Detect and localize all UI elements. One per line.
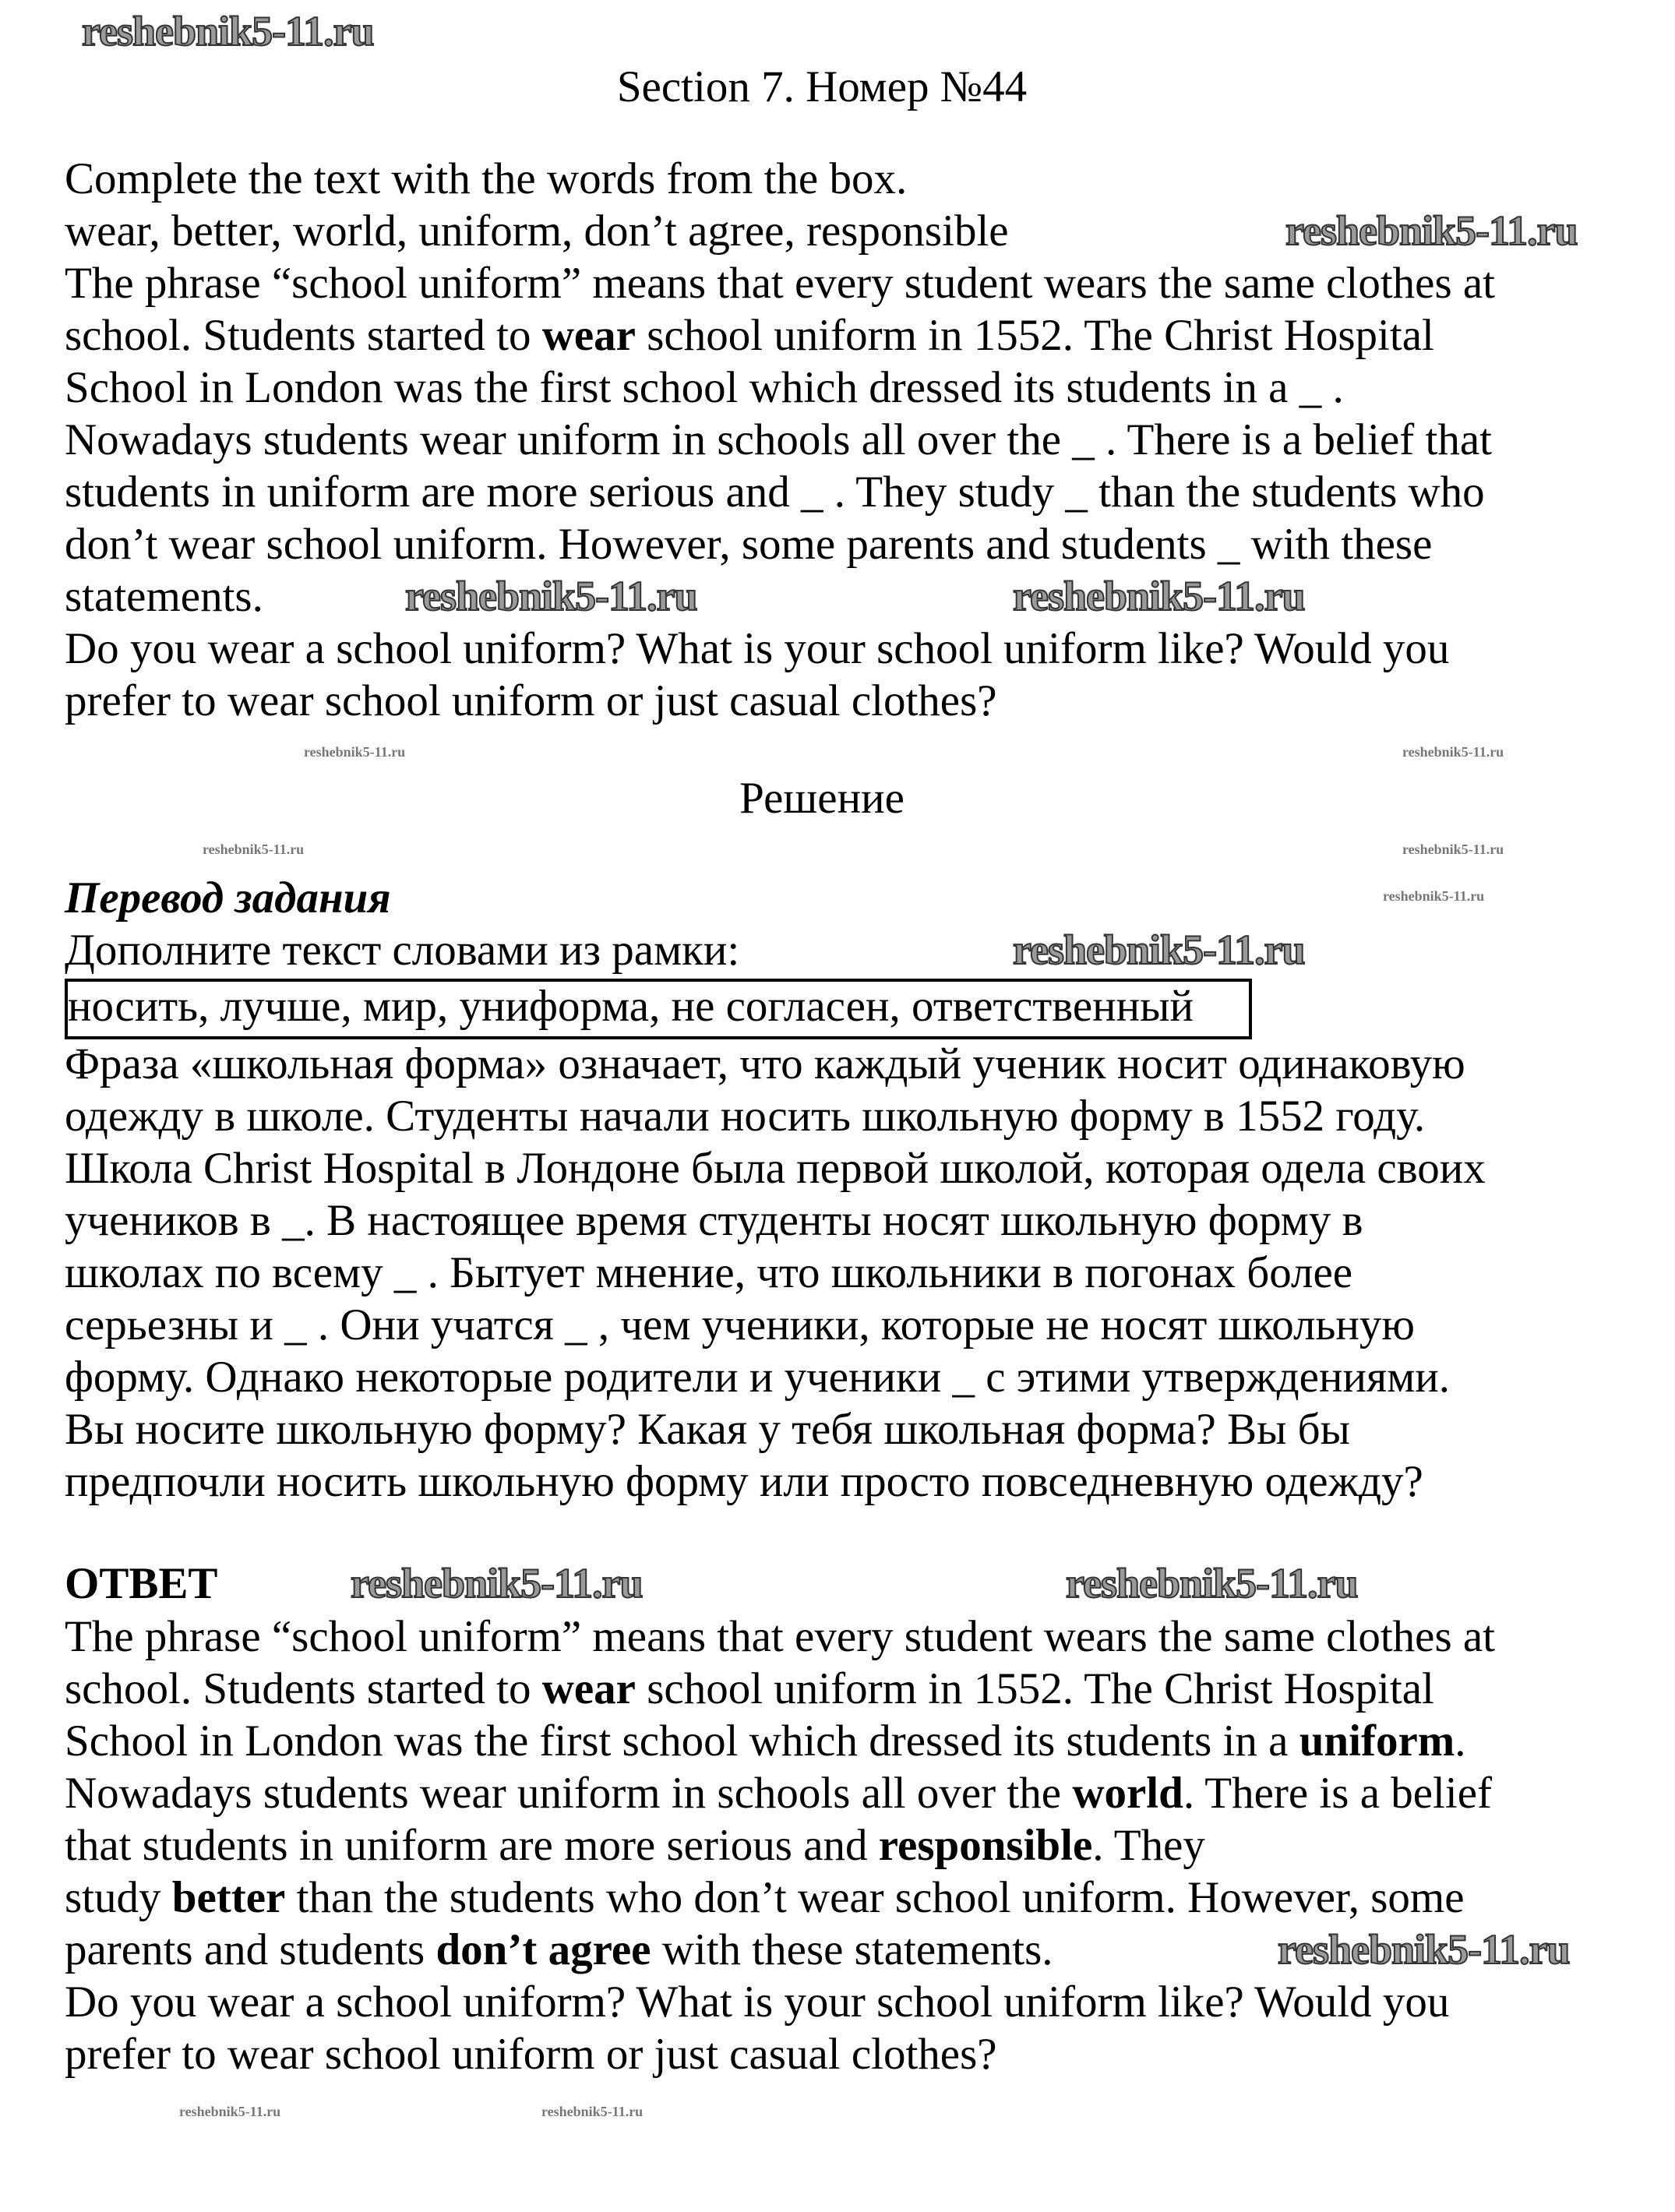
answer-word: wear xyxy=(541,1664,636,1713)
text-line xyxy=(65,1663,1434,1715)
text-line xyxy=(65,1976,1449,2028)
text-line xyxy=(65,1455,1423,1508)
watermark: reshebnik5-11.ru xyxy=(203,841,305,857)
text-line xyxy=(65,362,1344,414)
watermark: reshebnik5-11.ru xyxy=(179,2104,281,2119)
text-line xyxy=(65,309,1434,362)
text-segment: prefer to wear school uniform or just casual clothes? xyxy=(65,2030,997,2079)
text-line xyxy=(65,1715,1465,1767)
watermark: reshebnik5-11.ru xyxy=(1278,1926,1570,1973)
solution-heading: Решение xyxy=(739,774,905,823)
text-segment: . They xyxy=(1092,1821,1205,1870)
watermark: reshebnik5-11.ru xyxy=(1013,926,1305,973)
text-segment: форму. Однако некоторые родители и ученики _ с этими утверждениями. xyxy=(65,1353,1451,1402)
text-line xyxy=(65,1403,1350,1455)
text-segment: with these statements. xyxy=(651,1925,1053,1974)
translation-box-words: носить, лучше, мир, униформа, не согласен, ответственный xyxy=(68,982,1194,1031)
text-segment: School in London was the first school which dressed its students in a _ . xyxy=(65,363,1344,412)
text-line xyxy=(65,1142,1486,1194)
text-segment: Do you wear a school uniform? What is your school uniform like? Would you xyxy=(65,624,1450,673)
watermark: reshebnik5-11.ru xyxy=(304,744,406,760)
text-segment: The phrase “school uniform” means that every student wears the same clothes at xyxy=(65,1612,1496,1661)
answer-word: better xyxy=(171,1873,286,1922)
translation-heading: Перевод задания xyxy=(65,873,391,923)
text-segment: . There is a belief xyxy=(1183,1769,1493,1818)
text-segment: Nowadays students wear uniform in schools all over the _ . There is a belief that xyxy=(65,415,1492,464)
text-segment: study xyxy=(65,1873,172,1922)
text-line xyxy=(65,518,1432,570)
answer-heading: ОТВЕТ xyxy=(65,1559,218,1608)
text-line xyxy=(65,414,1492,466)
answer-word: world xyxy=(1072,1769,1183,1818)
text-segment: одежду в школе. Студенты начали носить школьную форму в 1552 году. xyxy=(65,1092,1426,1141)
watermark: reshebnik5-11.ru xyxy=(1013,573,1305,619)
text-segment: students in uniform are more serious and _ . They study _ than the students who xyxy=(65,467,1485,517)
text-segment: The phrase “school uniform” means that every student wears the same clothes at xyxy=(65,259,1496,308)
answer-word: uniform xyxy=(1299,1716,1455,1766)
text-line xyxy=(65,2028,997,2080)
text-segment: Вы носите школьную форму? Какая у тебя школьная форма? Вы бы xyxy=(65,1405,1350,1454)
answer-word: don’t agree xyxy=(436,1925,651,1974)
translation-instruction: Дополните текст словами из рамки: xyxy=(65,926,740,975)
watermark: reshebnik5-11.ru xyxy=(1383,888,1485,904)
text-segment: prefer to wear school uniform or just casual clothes? xyxy=(65,676,997,725)
text-line xyxy=(65,1038,1465,1090)
text-segment: than the students who don’t wear school uniform. However, some xyxy=(285,1873,1465,1922)
text-segment: don’t wear school uniform. However, some parents and students _ with these xyxy=(65,520,1433,569)
text-segment: school. Students started to xyxy=(65,311,542,360)
text-line xyxy=(65,1194,1363,1247)
answer-word: wear xyxy=(541,311,636,360)
watermark: reshebnik5-11.ru xyxy=(82,8,374,55)
text-line xyxy=(65,1299,1415,1351)
watermark: reshebnik5-11.ru xyxy=(1402,841,1504,857)
watermark: reshebnik5-11.ru xyxy=(1285,207,1578,254)
text-line xyxy=(65,466,1485,518)
text-line xyxy=(65,1090,1425,1142)
text-segment: учеников в _. В настоящее время студенты носят школьную форму в xyxy=(65,1196,1363,1245)
watermark: reshebnik5-11.ru xyxy=(351,1560,643,1607)
text-segment: Nowadays students wear uniform in schools all over the xyxy=(65,1769,1073,1818)
watermark: reshebnik5-11.ru xyxy=(1066,1560,1358,1607)
text-line xyxy=(65,623,1449,675)
text-segment: Do you wear a school uniform? What is your school uniform like? Would you xyxy=(65,1977,1450,2027)
text-segment: that students in uniform are more serious and xyxy=(65,1821,879,1870)
answer-word: responsible xyxy=(878,1821,1093,1870)
task-instruction: Complete the text with the words from the box. xyxy=(65,154,908,203)
text-line xyxy=(65,1924,1053,1976)
text-segment: Фраза «школьная форма» означает, что каждый ученик носит одинаковую xyxy=(65,1039,1465,1088)
text-line xyxy=(65,257,1495,309)
text-line xyxy=(65,1819,1205,1872)
text-segment: statements. xyxy=(65,572,263,621)
text-segment: school. Students started to xyxy=(65,1664,542,1713)
text-segment: школах по всему _ . Бытует мнение, что школьники в погонах более xyxy=(65,1248,1353,1297)
text-line xyxy=(65,1872,1465,1924)
text-segment: . xyxy=(1455,1716,1466,1766)
task-word-box: wear, better, world, uniform, don’t agree, responsible xyxy=(65,206,1009,256)
text-segment: предпочли носить школьную форму или просто повседневную одежду? xyxy=(65,1457,1423,1506)
text-line xyxy=(65,1767,1492,1819)
text-segment: school uniform in 1552. The Christ Hospital xyxy=(635,311,1434,360)
page-title: Section 7. Номер №44 xyxy=(616,62,1028,111)
text-segment: school uniform in 1552. The Christ Hospital xyxy=(635,1664,1434,1713)
watermark: reshebnik5-11.ru xyxy=(1402,744,1504,760)
text-segment: School in London was the first school which dressed its students in a xyxy=(65,1716,1299,1766)
text-segment: parents and students xyxy=(65,1925,436,1974)
text-segment: Школа Christ Hospital в Лондоне была первой школой, которая одела своих xyxy=(65,1144,1486,1193)
watermark: reshebnik5-11.ru xyxy=(541,2104,644,2119)
text-line xyxy=(65,675,997,727)
text-line xyxy=(65,1610,1495,1663)
text-segment: серьезны и _ . Они учатся _ , чем ученики, которые не носят школьную xyxy=(65,1300,1416,1349)
text-line xyxy=(65,570,263,623)
text-line xyxy=(65,1247,1352,1299)
watermark: reshebnik5-11.ru xyxy=(405,573,697,619)
text-line xyxy=(65,1351,1450,1403)
